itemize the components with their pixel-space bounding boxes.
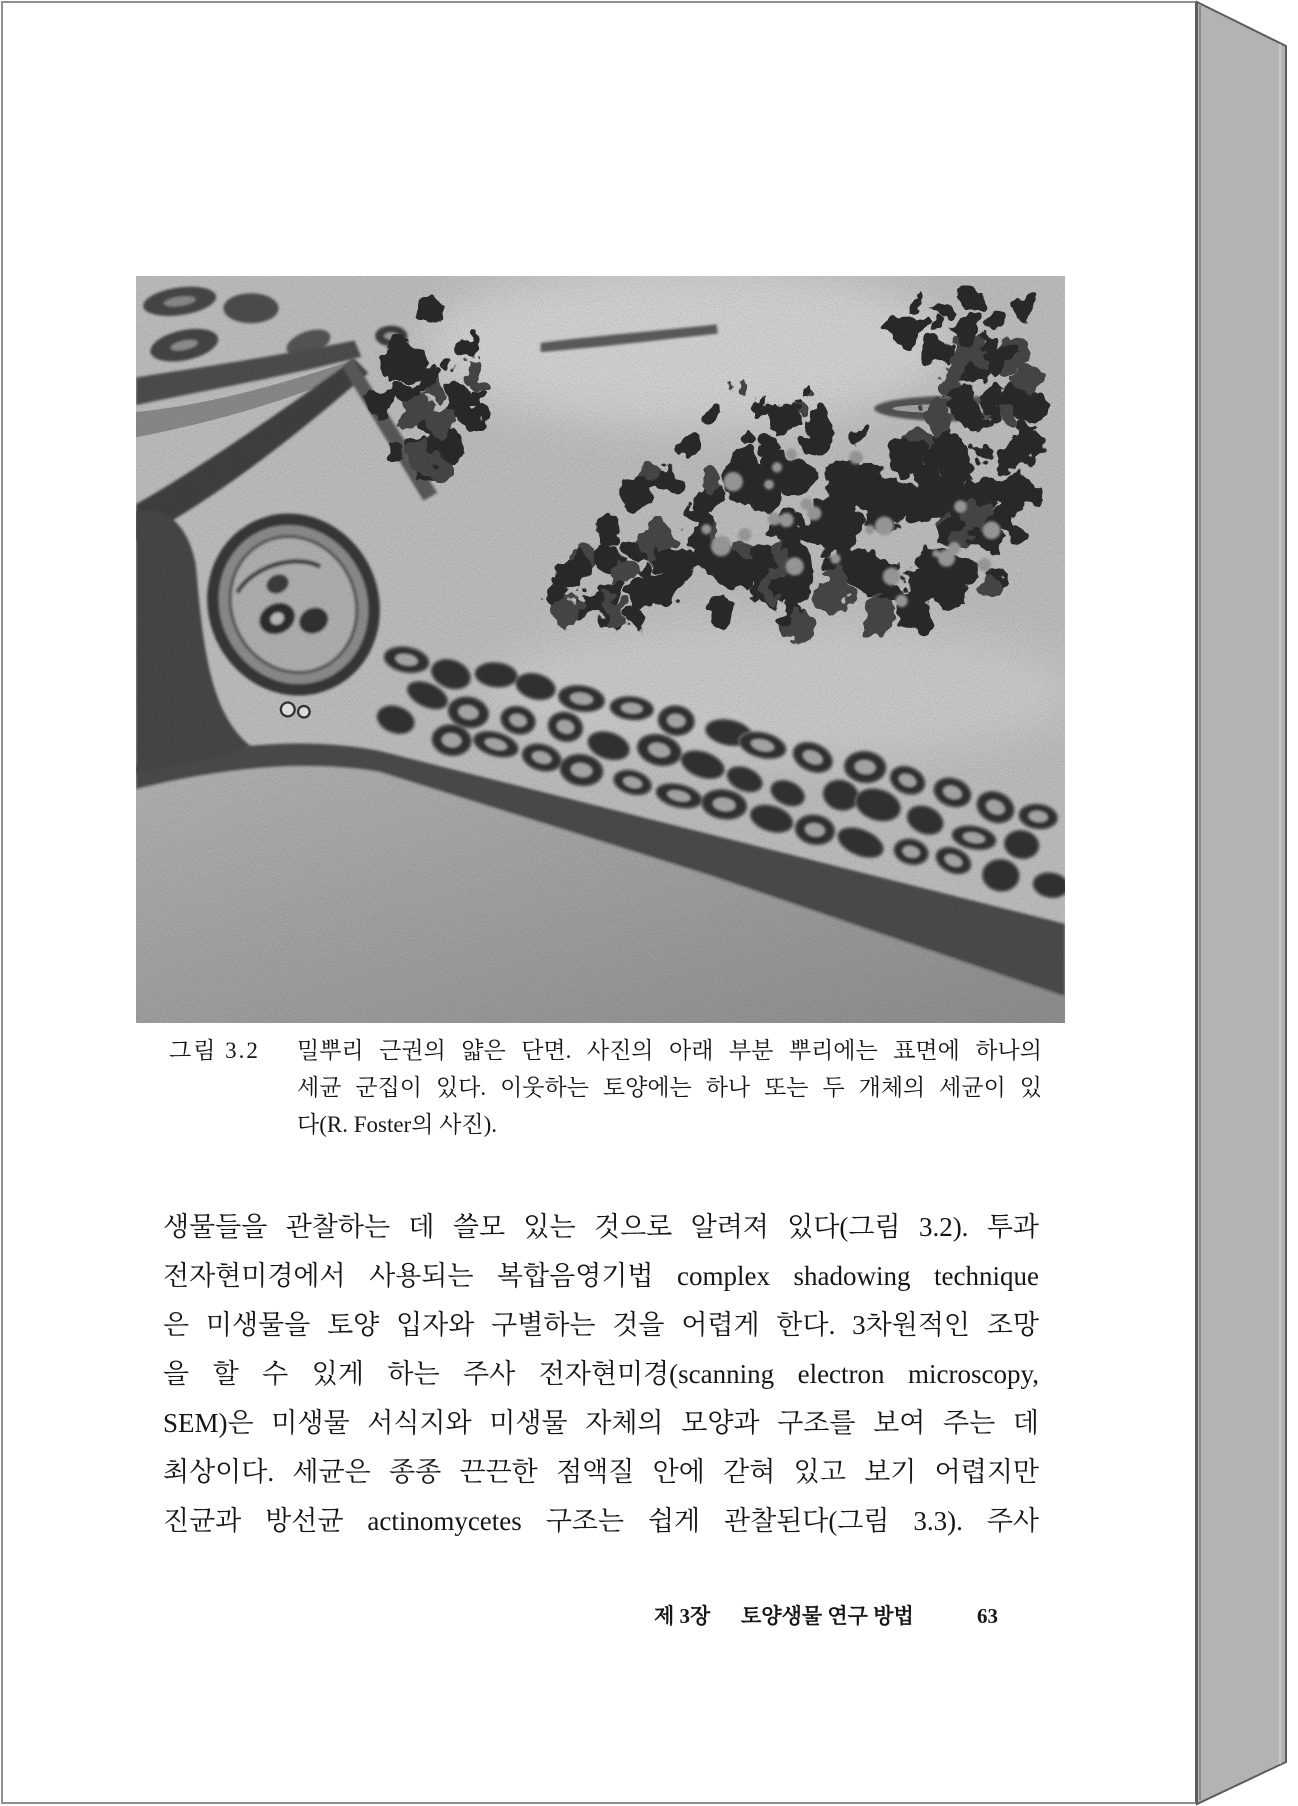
figure-caption xyxy=(297,1032,1042,1143)
body-paragraph xyxy=(163,1203,1039,1546)
caption-line: 다(R. Foster의 사진). xyxy=(297,1112,498,1137)
body-text-line: 최상이다. 세균은 종종 끈끈한 점액질 안에 갇혀 있고 보기 어렵지만 xyxy=(163,1457,1039,1487)
photo-grain xyxy=(136,276,1065,1023)
body-text-line: 은 미생물을 토양 입자와 구별하는 것을 어렵게 한다. 3차원적인 조망 xyxy=(163,1310,1039,1340)
book-page-edge xyxy=(1196,0,1296,1806)
figure-label: 그림 3.2 xyxy=(169,1038,260,1063)
micrograph-photo xyxy=(136,276,1065,1023)
page-number: 63 xyxy=(977,1604,998,1628)
caption-line: 밀뿌리 근권의 얇은 단면. 사진의 아래 부분 뿌리에는 표면에 하나의 xyxy=(297,1038,1042,1063)
caption-line: 세균 군집이 있다. 이웃하는 토양에는 하나 또는 두 개체의 세균이 있 xyxy=(297,1075,1042,1100)
body-text-line: 전자현미경에서 사용되는 복합음영기법 complex shadowing technique xyxy=(163,1261,1039,1291)
running-footer-chapter: 제 3장 xyxy=(654,1604,711,1628)
body-text-line: SEM)은 미생물 서식지와 미생물 자체의 모양과 구조를 보여 주는 데 xyxy=(163,1408,1039,1438)
running-footer-title: 토양생물 연구 방법 xyxy=(741,1604,914,1628)
body-text-line: 생물들을 관찰하는 데 쓸모 있는 것으로 알려져 있다(그림 3.2). 투과 xyxy=(163,1212,1039,1242)
body-text-line: 을 할 수 있게 하는 주사 전자현미경(scanning electron microscopy, xyxy=(163,1359,1039,1389)
body-text-line: 진균과 방선균 actinomycetes 구조는 쉽게 관찰된다(그림 3.3). 주사 xyxy=(163,1506,1039,1536)
